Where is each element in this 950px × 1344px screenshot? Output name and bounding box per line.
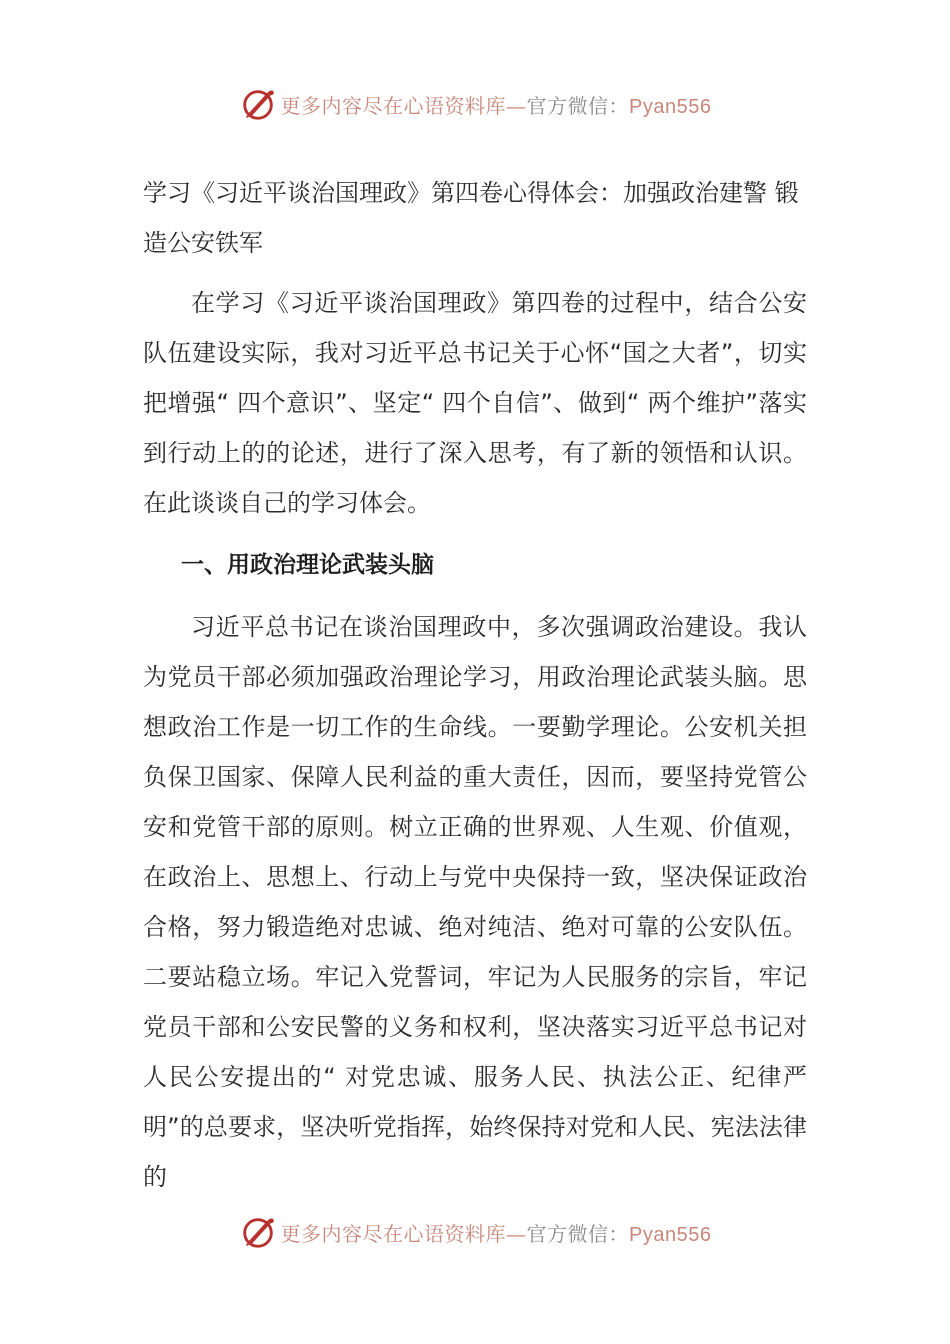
footer-dash: — [506,1221,527,1246]
intro-paragraph: 在学习《习近平谈治国理政》第四卷的过程中，结合公安队伍建设实际，我对习近平总书记关于心怀“国之大者”，切实把增强“ 四个意识”、坚定“ 四个自信”、做到“ 两个维护”落实到行动上的的论述，进行了深入思考，有了新的领悟和认识。在此谈谈自己的学习体会。 [143,289,807,517]
section-1-paragraph: 习近平总书记在谈治国理政中，多次强调政治建设。我认为党员干部必须加强政治理论学习，用政治理论武装头脑。思想政治工作是一切工作的生命线。一要勤学理论。公安机关担负保卫国家、保障人民利益的重大责任，因而，要坚持党管公安和党管干部的原则。树立正确的世界观、人生观、价值观，在政治上、思想上、行动上与党中央保持一致，坚决保证政治合格，努力锻造绝对忠诚、绝对纯洁、绝对可靠的公安队伍。二要站稳立场。牢记入党誓词，牢记为人民服务的宗旨，牢记党员干部和公安民警的义务和权利，坚决落实习近平总书记对人民公安提出的“ 对党忠诚、服务人民、执法公正、纪律严明”的总要求，坚决听党指挥，始终保持对党和人民、宪法法律的 [143,613,807,1191]
section-heading-1: 一、用政治理论武装头脑 [181,552,434,578]
footer-banner [0,1212,950,1252]
quill-logo-icon [239,1213,277,1251]
footer-banner-text [281,1218,712,1247]
header-dash: — [506,93,527,118]
header-wechat-label: 官方微信： [526,93,630,118]
header-banner-text [281,90,712,119]
quill-logo-icon [239,85,277,123]
header-wechat-id: Pyan556 [629,95,712,118]
document-body [143,168,807,1202]
footer-wechat-label: 官方微信： [526,1221,630,1246]
header-banner [0,84,950,124]
header-slogan: 更多内容尽在心语资料库 [280,93,507,118]
footer-slogan: 更多内容尽在心语资料库 [280,1221,507,1246]
document-title: 学习《习近平谈治国理政》第四卷心得体会：加强政治建警 锻造公安铁军 [143,179,799,257]
footer-wechat-id: Pyan556 [629,1223,712,1246]
